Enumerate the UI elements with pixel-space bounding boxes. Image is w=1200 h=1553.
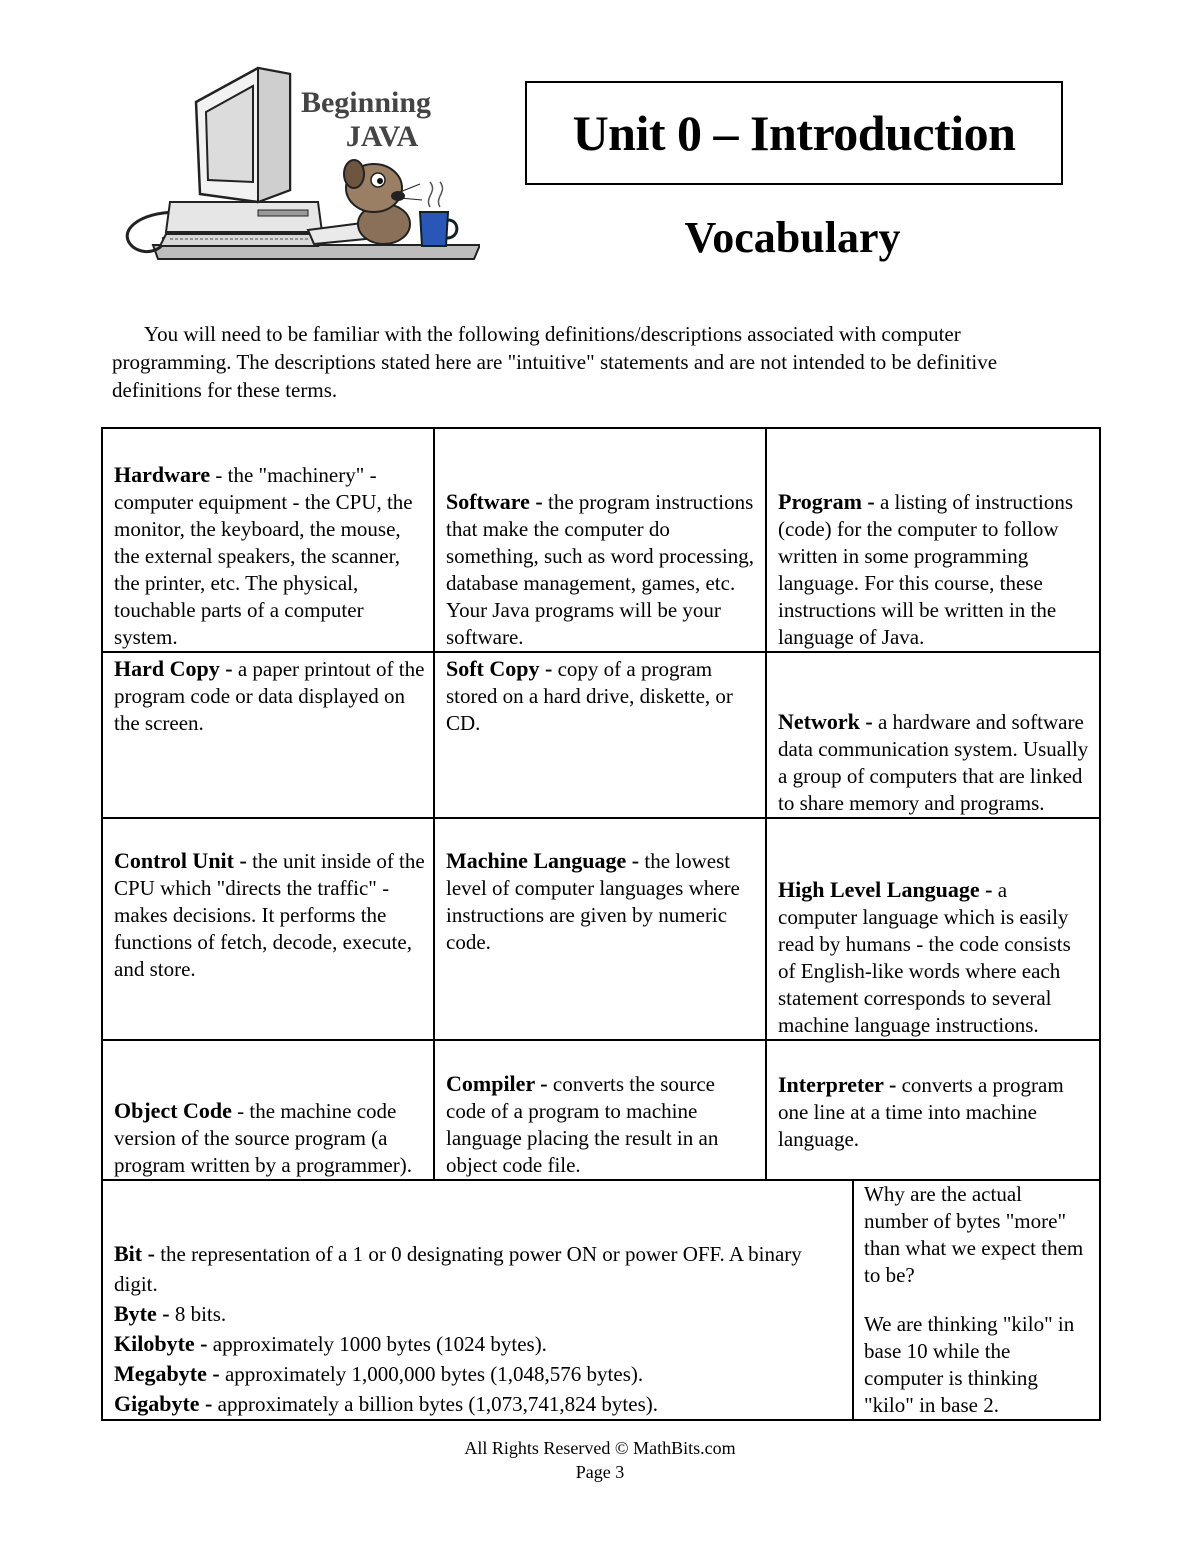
vocab-definition: a computer language which is easily read by humans - the code consists of English-like words where each statement corresponds to several machine language instructions.: [778, 878, 1071, 1037]
vocab-definition: approximately 1,000,000 bytes (1,048,576 bytes).: [224, 1362, 644, 1386]
vocab-separator: -: [231, 1099, 250, 1123]
vocab-term: Software -: [446, 489, 543, 514]
vocab-term: Byte -: [114, 1301, 170, 1326]
table-row: [102, 428, 1100, 652]
table-row: [102, 1040, 1100, 1180]
vocab-cell-interpreter: [766, 1040, 1100, 1180]
vocab-cell-control-unit: [102, 818, 434, 1040]
vocab-term: High Level Language -: [778, 877, 993, 902]
logo-text-java: JAVA: [345, 120, 419, 153]
footer-page-number: Page 3: [575, 1462, 625, 1482]
vocab-definition: copy of a program stored on a hard drive, diskette, or CD.: [446, 657, 733, 735]
vocab-term: Machine Language -: [446, 848, 640, 873]
vocab-definition: a paper printout of the program code or data displayed on the screen.: [114, 657, 425, 735]
table-row: [102, 1180, 1100, 1420]
vocab-term: Gigabyte -: [114, 1391, 213, 1416]
vocab-term: Hardware: [114, 462, 211, 487]
side-note-answer: We are thinking "kilo" in base 10 while the computer is thinking "kilo" in base 2.: [864, 1312, 1075, 1417]
vocab-term: Compiler -: [446, 1071, 548, 1096]
page-subtitle: Vocabulary: [684, 213, 901, 262]
vocab-term: Interpreter -: [778, 1072, 897, 1097]
vocab-megabyte: [114, 1359, 844, 1389]
vocab-term: Hard Copy -: [114, 656, 233, 681]
vocab-definition: the lowest level of computer languages where instructions are given by numeric code.: [446, 849, 740, 954]
vocab-definition: the program instructions that make the computer do something, such as word processing, database management, games, etc. Your Java programs will be your software.: [446, 490, 754, 649]
vocab-term: Kilobyte -: [114, 1331, 208, 1356]
vocab-term: Program -: [778, 489, 875, 514]
vocab-cell-machine-language: [434, 818, 766, 1040]
vocab-cell-software: [434, 428, 766, 652]
vocab-separator: -: [210, 463, 228, 487]
vocab-bit: [114, 1239, 844, 1299]
vocab-cell-bytes: [102, 1180, 853, 1420]
vocab-definition: 8 bits.: [174, 1302, 227, 1326]
vocab-cell-high-level-language: [766, 818, 1100, 1040]
vocab-definition: converts a program one line at a time into machine language.: [778, 1073, 1064, 1151]
vocab-term: Control Unit -: [114, 848, 247, 873]
vocab-term: Bit -: [114, 1241, 155, 1266]
vocab-definition: approximately a billion bytes (1,073,741,824 bytes).: [217, 1392, 658, 1416]
side-note-question: Why are the actual number of bytes "more" than what we expect them to be?: [864, 1182, 1084, 1287]
logo-text-beginning: Beginning: [300, 86, 432, 119]
vocab-definition: the representation of a 1 or 0 designating power ON or power OFF. A binary digit.: [114, 1242, 802, 1296]
vocab-term: Soft Copy -: [446, 656, 553, 681]
vocab-byte: [114, 1299, 844, 1329]
vocab-term: Object Code: [114, 1098, 232, 1123]
vocab-cell-program: [766, 428, 1100, 652]
side-note-cell: [853, 1180, 1100, 1420]
vocab-cell-hardware: [102, 428, 434, 652]
vocab-cell-object-code: [102, 1040, 434, 1180]
vocab-gigabyte: [114, 1389, 844, 1419]
table-row: [102, 652, 1100, 818]
vocab-cell-network: [766, 652, 1100, 818]
beginning-java-logo: [108, 62, 480, 266]
vocab-cell-hard-copy: [102, 652, 434, 818]
vocab-definition: approximately 1000 bytes (1024 bytes).: [212, 1332, 547, 1356]
table-row: [102, 818, 1100, 1040]
vocab-definition: a listing of instructions (code) for the computer to follow written in some programming language. For this course, these instructions will be written in the language of Java.: [778, 490, 1074, 649]
page-title: Unit 0 – Introduction: [525, 81, 1063, 185]
vocab-definition: the "machinery" - computer equipment - the CPU, the monitor, the keyboard, the mouse, the external speakers, the scanner, the printer, etc. The physical, touchable parts of a computer system.: [114, 463, 413, 649]
vocab-cell-soft-copy: [434, 652, 766, 818]
vocab-definition: the unit inside of the CPU which "directs the traffic" - makes decisions. It performs the functions of fetch, decode, execute, and store.: [114, 849, 425, 981]
intro-paragraph: You will need to be familiar with the following definitions/descriptions associated with computer programming. The descriptions stated here are "intuitive" statements and are not intended to be definitive definitions for these terms.: [112, 322, 998, 402]
vocab-cell-compiler: [434, 1040, 766, 1180]
vocab-definition: converts the source code of a program to machine language placing the result in an object code file.: [446, 1072, 719, 1177]
vocab-kilobyte: [114, 1329, 844, 1359]
page-footer: [0, 1436, 1200, 1484]
vocab-term: Megabyte -: [114, 1361, 220, 1386]
footer-rights: All Rights Reserved © MathBits.com: [464, 1438, 736, 1458]
vocabulary-table: [101, 427, 1101, 1421]
vocab-definition: a hardware and software data communication system. Usually a group of computers that are linked to share memory and programs.: [778, 710, 1089, 815]
vocab-term: Network -: [778, 709, 873, 734]
vocab-definition: the machine code version of the source program (a program written by a programmer).: [114, 1099, 412, 1177]
